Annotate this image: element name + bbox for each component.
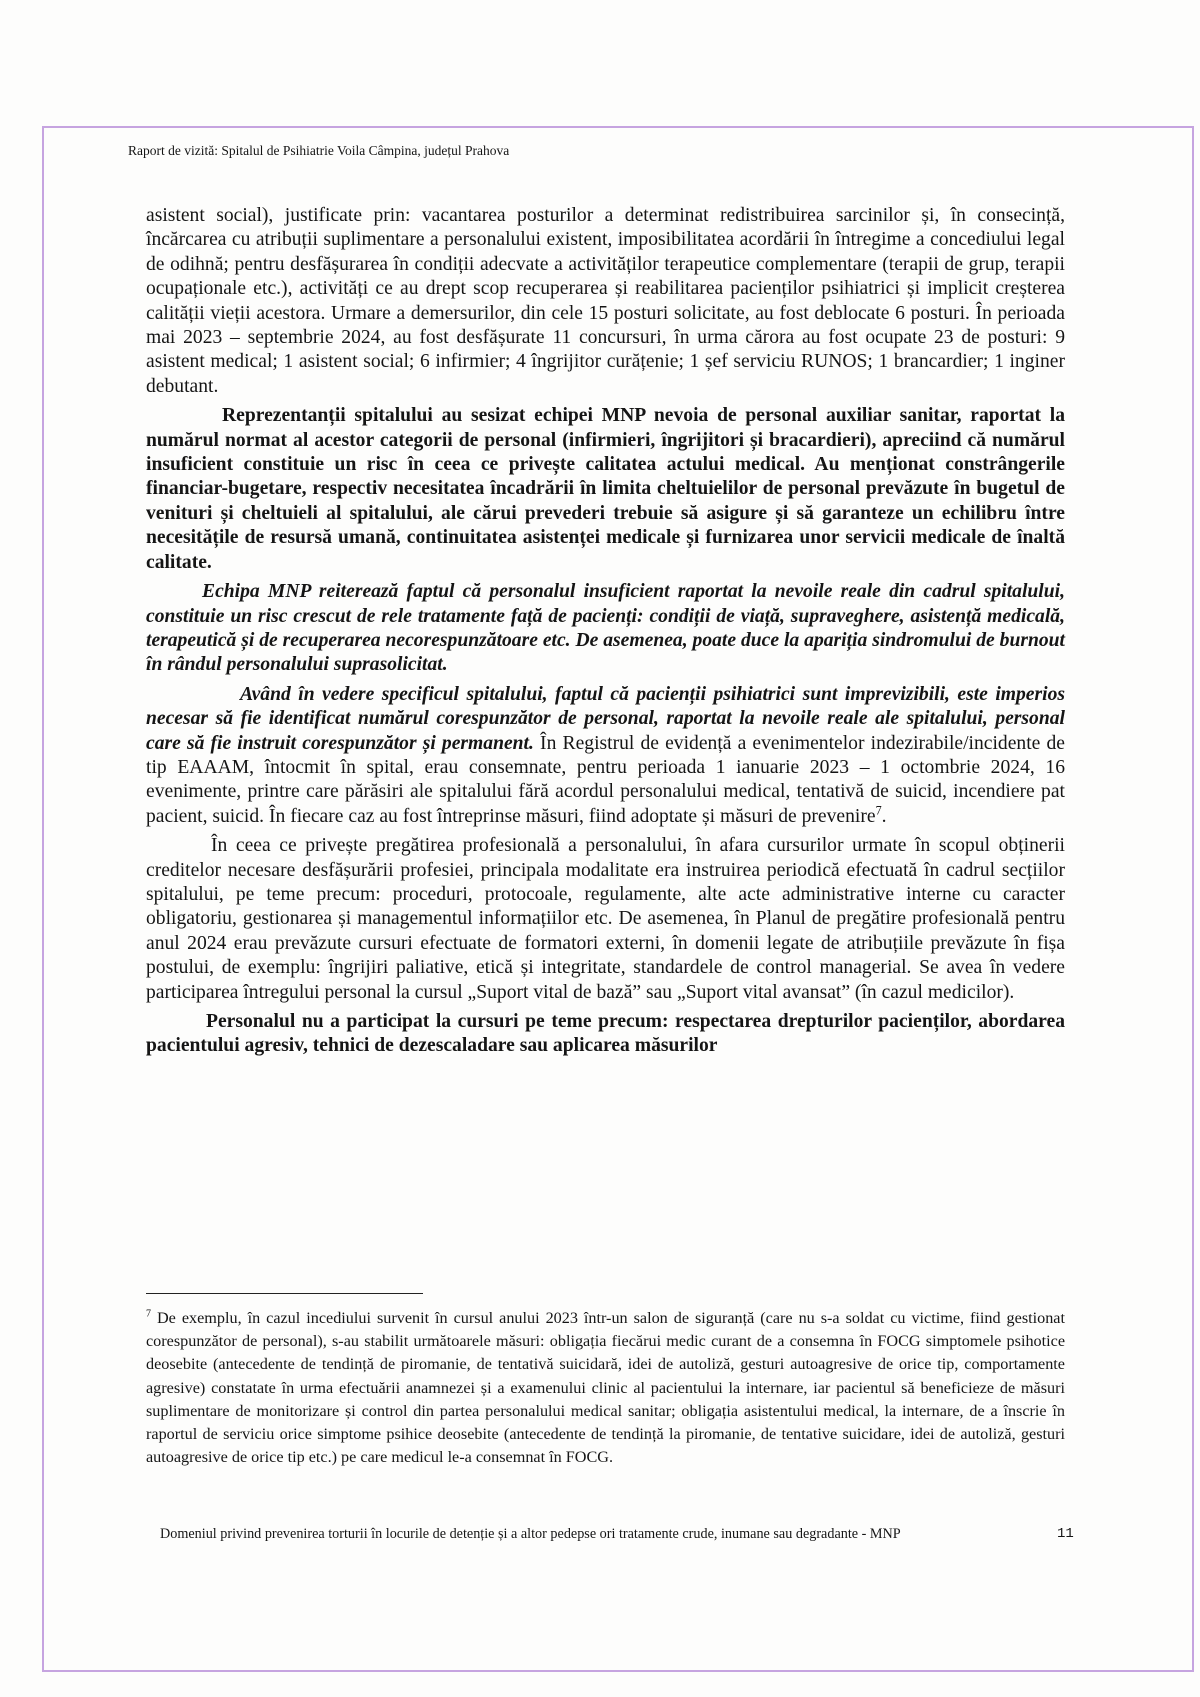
footnote-separator xyxy=(146,1293,423,1294)
paragraph-1: asistent social), justificate prin: vacantarea posturilor a determinat redistribuirea sarcinilor și, în consecință, încărcarea cu atribuții suplimentare a personalului existent, imposibilitatea acordării în întregime a concediului legal de odihnă; pentru desfășurarea în condiții adecvate a activităților terapeutice complementare (terapii de grup, terapii ocupaționale etc.), activități ce au drept scop recuperarea și reabilitarea pacienților psihiatrici și implicit creșterea calității vieții acestora. Urmare a demersurilor, din cele 15 posturi solicitate, au fost deblocate 6 posturi. În perioada mai 2023 – septembrie 2024, au fost desfășurate 11 concursuri, în urma cărora au fost ocupate 23 de posturi: 9 asistent medical; 1 asistent social; 6 infirmier; 4 îngrijitor curățenie; 1 șef serviciu RUNOS; 1 brancardier; 1 inginer debutant. xyxy=(146,205,1065,397)
paragraph-3-bold-italic: Echipa MNP reiterează faptul că personalul insuficient raportat la nevoile reale din cadrul spitalului, constituie un risc crescut de rele tratamente față de pacienți: condiții de viață, supraveghere, asistență medicală, terapeutică și de recuperarea necorespunzătoare etc. De asemenea, poate duce la apariția sindromului de burnout în rândul personalului suprasolicitat. xyxy=(146,581,1065,676)
running-header: Raport de vizită: Spitalul de Psihiatrie Voila Câmpina, județul Prahova xyxy=(128,143,510,158)
page-number: 11 xyxy=(1057,1526,1074,1542)
footer-text: Domeniul privind prevenirea torturii în locurile de detenție și a altor pedepse ori tratamente crude, inumane sau degradante - MNP xyxy=(160,1526,901,1542)
paragraph-4-text: În Registrul de evidență a evenimentelor indezirabile/incidente de tip EAAAM, întocmit în spital, erau consemnate, pentru perioada 1 ianuarie 2023 – 1 octombrie 2024, 16 evenimente, printre care părăsiri ale spitalului fără acordul personalului medical, tentativă de suicid, incendiere pat pacient, suicid. În fiecare caz au fost întreprinse măsuri, fiind adoptate și măsuri de prevenire xyxy=(146,732,1065,827)
paragraph-4 xyxy=(146,683,1065,829)
footnote xyxy=(146,1307,1065,1469)
paragraph-6-bold: Personalul nu a participat la cursuri pe teme precum: respectarea drepturilor pacienților, abordarea pacientului agresiv, tehnici de dezescaladare sau aplicarea măsurilor xyxy=(146,1011,1065,1057)
paragraph-2-bold: Reprezentanții spitalului au sesizat echipei MNP nevoia de personal auxiliar sanitar, raportat la numărul normat al acestor categorii de personal (infirmieri, îngrijitori și bracardieri), apreciind că numărul insuficient constituie un risc în ceea ce privește calitatea actului medical. Au menționat constrângerile financiar-bugetare, respectiv necesitatea încadrării în limita cheltuielilor de personal prevăzute în bugetul de venituri și cheltuieli al spitalului, ale cărui prevederi trebuie să asigure și să garanteze un echilibru între necesitățile de resursă umană, continuitatea asistenței medicale și furnizarea unor servicii medicale de înaltă calitate. xyxy=(146,405,1065,573)
paragraph-4-end: . xyxy=(881,805,887,827)
footnote-marker: 7 xyxy=(146,1308,152,1320)
paragraph-5: În ceea ce privește pregătirea profesională a personalului, în afara cursurilor urmate în scopul obținerii creditelor necesare desfășurării profesiei, principala modalitate era instruirea periodică efectuată în cadrul secțiilor spitalului, pe teme precum: proceduri, protocoale, regulamente, alte acte administrative interne cu caracter obligatoriu, gestionarea și managementul informațiilor etc. De asemenea, în Planul de pregătire profesională pentru anul 2024 erau prevăzute cursuri efectuate de formatori externi, în domenii legate de atribuțiile prevăzute în fișa postului, de exemplu: îngrijiri paliative, etică și integritate, standardele de control managerial. Se avea în vedere participarea întregului personal la cursul „Suport vital de bază” sau „Suport vital avansat” (în cazul medicilor). xyxy=(146,835,1065,1003)
footnote-reference: 7 xyxy=(875,803,882,818)
body-text xyxy=(146,204,1065,1059)
footnote-text: De exemplu, în cazul incediului survenit în cursul anului 2023 într-un salon de siguranță (care nu s-a soldat cu victime, fiind gestionat corespunzător de personal), s-au stabilit următoarele măsuri: obligația fiecărui medic curant de a consemna în FOCG simptomele psihotice deosebite (antecedente de tendință de piromanie, de tentativă suicidară, idei de autoliză, gesturi autoagresive de orice tip, comportamente agresive) constatate în urma efectuării anamnezei și a examenului clinic al pacientului la internare, iar pacientul să beneficieze de măsuri suplimentare de monitorizare și control din partea personalului medical sanitar; obligația asistentului medical, la internare, de a înscrie în raportul de serviciu orice simptome psihice deosebite (antecedente de tendință la piromanie, de tentative suicidare, idei de autoliză, gesturi autoagresive de orice tip etc.) pe care medicul le-a consemnat în FOCG. xyxy=(146,1309,1065,1467)
paragraph-4-emphasis: Având în vedere specificul spitalului, faptul că pacienții psihiatrici sunt imprevizibili, este imperios necesar să fie identificat numărul corespunzător de personal, raportat la nevoile reale ale spitalului, personal care să fie instruit corespunzător și permanent. xyxy=(146,683,1065,754)
